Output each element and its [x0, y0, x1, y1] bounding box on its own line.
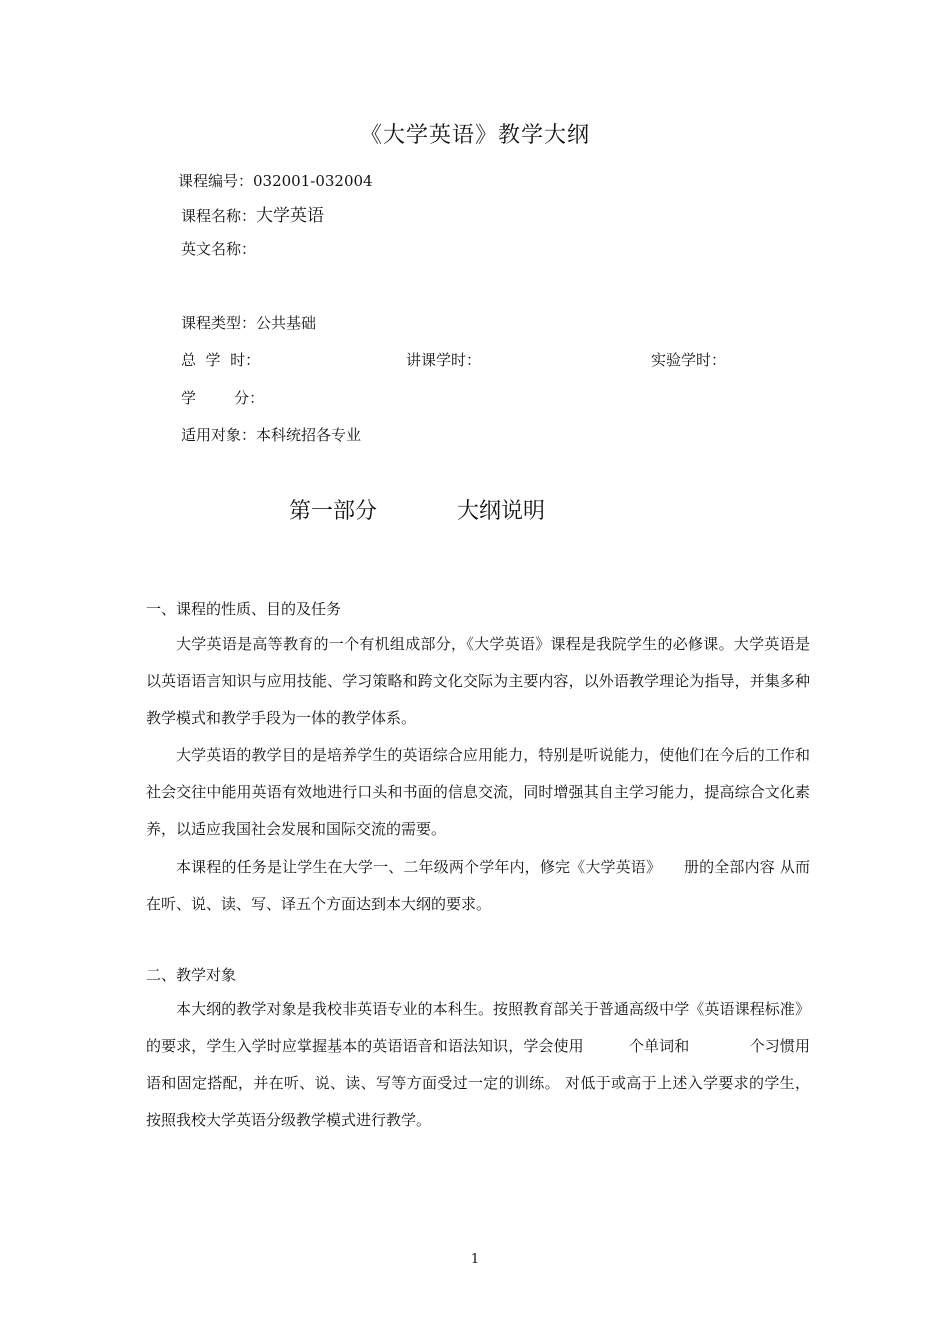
course-name-label: 课程名称： [181, 207, 257, 225]
part-title: 第一部分 [289, 499, 378, 524]
lecture-hours: 讲课学时： [406, 351, 482, 369]
english-name: 英文名称： [181, 240, 257, 258]
section1-paragraph-1: 大学英语是高等教育的一个有机组成部分，《大学英语》课程是我院学生的必修课。大学英语是以英语语言知识与应用技能、学习策略和跨文化交际为主要内容，以外语教学理论为指导，并集多种教学模式和教学手段为一体的教学体系。 [146, 635, 810, 727]
course-name [181, 201, 324, 226]
section2-paragraph-1: 本大纲的教学对象是我校非英语专业的本科生。按照教育部关于普通高级中学《英语课程标准》的要求，学生入学时应掌握基本的英语语音和语法知识，学会使用 个单词和 个习惯用语和固定搭配，并在听、说、读、写等方面受过一定的训练。 对低于或高于上述入学要求的学生，按照我校大学英语分级教学模式进行教学。 [146, 1000, 810, 1129]
total-hours: 总 学 时： [181, 351, 261, 369]
document-title: 《大学英语》教学大纲 [359, 123, 590, 148]
audience: 适用对象：本科统招各专业 [181, 426, 362, 444]
section1-paragraph-2: 大学英语的教学目的是培养学生的英语综合应用能力，特别是听说能力，使他们在今后的工作和社会交往中能用英语有效地进行口头和书面的信息交流，同时增强其自主学习能力，提高综合文化素养，以适应我国社会发展和国际交流的需要。 [146, 746, 810, 838]
course-name-value: 大学英语 [256, 206, 325, 226]
credits: 学 分： [181, 389, 265, 407]
section1-heading: 一、课程的性质、目的及任务 [146, 600, 342, 618]
course-type: 课程类型：公共基础 [181, 314, 317, 332]
section1-paragraph-3: 本课程的任务是让学生在大学一、二年级两个学年内，修完《大学英语》 册的全部内容 从而在听、说、读、写、译五个方面达到本大纲的要求。 [146, 858, 810, 913]
part-subtitle: 大纲说明 [457, 499, 546, 524]
section2-heading: 二、教学对象 [146, 966, 237, 984]
course-code: 课程编号：032001-032004 [178, 172, 373, 190]
page-number: 1 [470, 1252, 480, 1267]
lab-hours: 实验学时： [651, 351, 727, 369]
